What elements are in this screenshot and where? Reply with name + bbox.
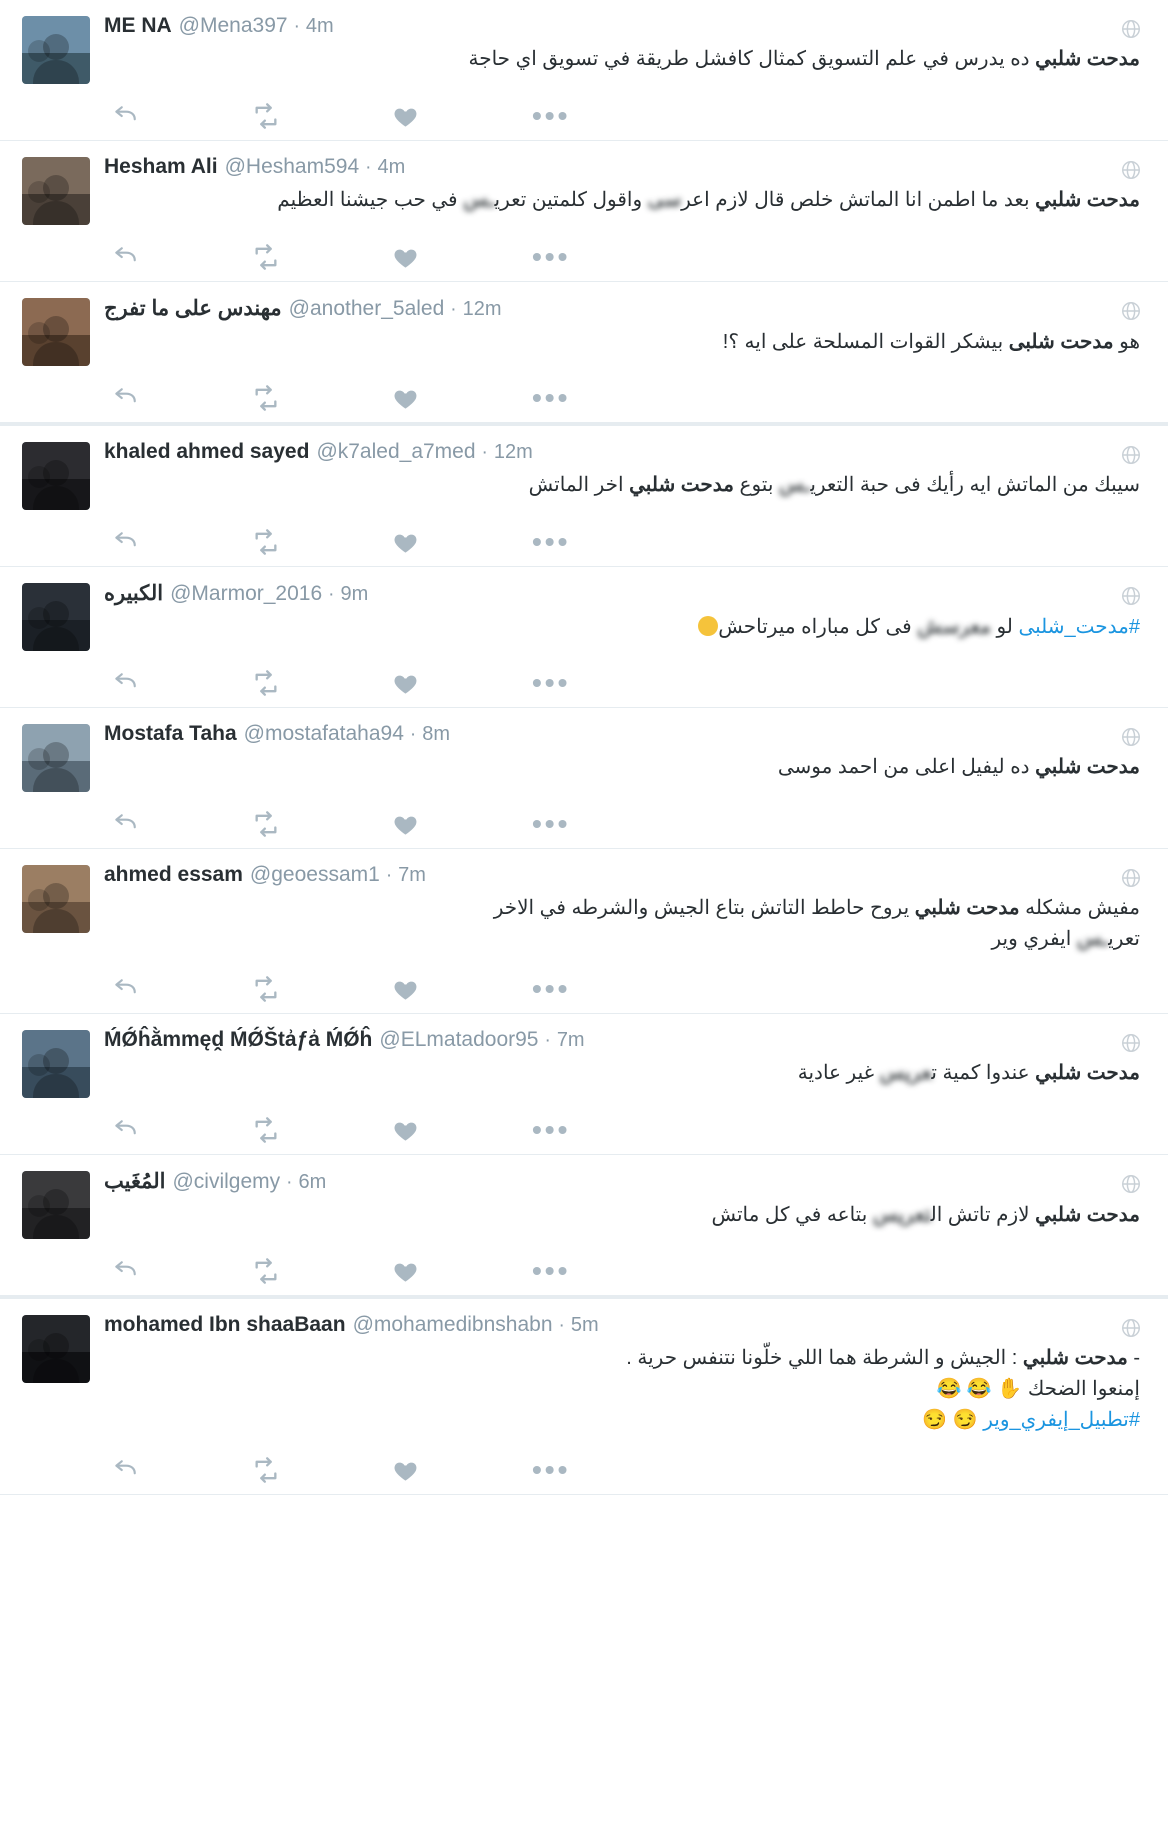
tweet-5[interactable] <box>0 567 1168 657</box>
reply-icon[interactable] <box>112 811 252 837</box>
tweet-handle[interactable]: @Mena397 <box>178 14 288 37</box>
tweet-timestamp[interactable]: 4m <box>377 156 406 178</box>
more-icon[interactable] <box>532 1454 672 1485</box>
globe-icon[interactable] <box>1120 585 1142 607</box>
tweet-separator: · <box>544 1030 551 1051</box>
tweet-actions-row <box>0 1104 1168 1155</box>
tweet-header <box>104 1028 1146 1052</box>
tweet-handle[interactable]: @another_5aled <box>288 297 445 320</box>
tweet-separator: · <box>286 1172 293 1193</box>
avatar-figure-head <box>43 1189 69 1215</box>
tweet-separator: · <box>558 1315 565 1336</box>
tweet-content <box>100 1028 1146 1098</box>
tweet-text: مدحت شلبي ده يدرس في علم التسويق كمثال كافشل طريقة في تسويق اي حاجة <box>468 48 1140 70</box>
tweet-fullname[interactable]: الكبيره <box>104 582 164 605</box>
tweet-separator: · <box>328 584 335 605</box>
tweet-content <box>100 296 1146 366</box>
avatar[interactable] <box>22 724 90 792</box>
avatar[interactable] <box>22 16 90 84</box>
tweet-separator: · <box>293 16 300 37</box>
tweet-timestamp[interactable]: 4m <box>305 15 334 37</box>
tweet-actions-3 <box>112 372 1146 422</box>
tweet-handle[interactable]: @Hesham594 <box>224 155 360 178</box>
more-icon[interactable] <box>532 100 672 131</box>
globe-icon[interactable] <box>1120 1173 1142 1195</box>
tweet-timestamp[interactable]: 7m <box>398 864 426 886</box>
tweet-fullname[interactable]: مهندس على ما تفرج <box>104 297 282 320</box>
retweet-icon[interactable] <box>252 810 392 838</box>
retweet-icon[interactable] <box>252 669 392 697</box>
globe-icon[interactable] <box>1120 867 1142 889</box>
avatar-column <box>22 14 100 84</box>
avatar[interactable] <box>22 298 90 366</box>
tweet-actions-row <box>0 798 1168 849</box>
tweet-actions-row <box>0 372 1168 423</box>
tweet-fullname[interactable]: mohamed Ibn shaaBaan <box>104 1313 346 1336</box>
avatar[interactable] <box>22 442 90 510</box>
reply-icon[interactable] <box>112 976 252 1002</box>
retweet-icon[interactable] <box>252 384 392 412</box>
tweet-actions-10 <box>112 1444 1146 1494</box>
tweet-1[interactable] <box>0 0 1168 90</box>
tweet-handle[interactable]: @geoessam1 <box>249 863 380 886</box>
avatar[interactable] <box>22 1171 90 1239</box>
tweet-fullname[interactable]: ḾǾĥằmmęḓ ḾǾŠtẚƒẚ ḾǾĥ <box>104 1028 373 1051</box>
tweet-actions-4 <box>112 516 1146 566</box>
avatar-figure-head <box>43 742 69 768</box>
tweet-timestamp[interactable]: 9m <box>340 583 369 605</box>
globe-icon[interactable] <box>1120 300 1142 322</box>
tweet-text: سيبك من الماتش ايه رأيك فى حبة التعريـس بتوع مدحت شلبي اخر الماتش <box>528 474 1140 496</box>
avatar-column <box>22 1028 100 1098</box>
retweet-icon[interactable] <box>252 1456 392 1484</box>
tweet-header <box>104 581 1146 606</box>
retweet-icon[interactable] <box>252 102 392 130</box>
tweet-timestamp[interactable]: 6m <box>298 1171 327 1193</box>
tweet-actions-7 <box>112 963 1146 1013</box>
retweet-icon[interactable] <box>252 1257 392 1285</box>
more-dots: ••• <box>532 526 571 557</box>
tweet-actions-5 <box>112 657 1146 707</box>
tweet-header <box>104 1169 1146 1194</box>
retweet-icon[interactable] <box>252 975 392 1003</box>
tweet-actions-2 <box>112 231 1146 281</box>
like-icon[interactable] <box>392 529 532 556</box>
tweet-fullname[interactable]: Mostafa Taha <box>104 722 237 745</box>
tweet-content <box>100 14 1146 84</box>
reply-icon[interactable] <box>112 1117 252 1143</box>
tweet-actions-row <box>0 231 1168 282</box>
globe-icon[interactable] <box>1120 1032 1142 1054</box>
tweet-handle[interactable]: @Marmor_2016 <box>170 582 323 605</box>
tweet-header <box>104 722 1146 746</box>
tweet-handle[interactable]: @civilgemy <box>172 1170 281 1193</box>
tweet-separator: · <box>450 299 457 320</box>
reply-icon[interactable] <box>112 1258 252 1284</box>
tweet-content <box>100 1169 1146 1239</box>
tweet-actions-9 <box>112 1245 1146 1295</box>
like-icon[interactable] <box>392 1258 532 1285</box>
like-icon[interactable] <box>392 244 532 271</box>
globe-icon[interactable] <box>1120 18 1142 40</box>
reply-icon[interactable] <box>112 529 252 555</box>
tweet-timestamp[interactable]: 12m <box>462 298 502 320</box>
tweet-content <box>100 722 1146 792</box>
more-icon[interactable] <box>532 526 672 557</box>
tweet-fullname[interactable]: المُغَيب <box>104 1170 166 1193</box>
more-dots: ••• <box>532 241 571 272</box>
retweet-icon[interactable] <box>252 528 392 556</box>
tweet-text: مدحت شلبي ده ليفيل اعلى من احمد موسى <box>777 756 1140 778</box>
tweet-actions-row <box>0 90 1168 141</box>
tweet-text: - مدحت شلبي : الجيش و الشرطة هما اللي خلّونا نتنفس حرية . إمنعوا الضحك ✋ 😂 😂 #تطبيل_إيفري_وير 😏 😏 <box>626 1347 1140 1431</box>
more-dots: ••• <box>532 667 571 698</box>
avatar[interactable] <box>22 1315 90 1383</box>
avatar-figure-head <box>43 175 69 201</box>
more-dots: ••• <box>532 100 571 131</box>
avatar-column <box>22 581 100 651</box>
tweet-content <box>100 863 1146 957</box>
tweet-text: مدحت شلبي لازم تاتش التعريس بتاعه في كل ماتش <box>711 1204 1140 1226</box>
tweet-actions-8 <box>112 1104 1146 1154</box>
avatar-column <box>22 1313 100 1438</box>
tweet-handle[interactable]: @mostafataha94 <box>243 722 404 745</box>
like-icon[interactable] <box>392 1457 532 1484</box>
like-icon[interactable] <box>392 1117 532 1144</box>
tweet-timestamp[interactable]: 8m <box>422 723 451 745</box>
reply-icon[interactable] <box>112 385 252 411</box>
tweet-header <box>104 440 1146 464</box>
tweet-actions-6 <box>112 798 1146 848</box>
avatar-figure-head <box>43 1048 69 1074</box>
tweet-fullname[interactable]: khaled ahmed sayed <box>104 440 310 463</box>
tweet-3[interactable] <box>0 282 1168 372</box>
tweet-fullname[interactable]: ahmed essam <box>104 863 243 886</box>
tweet-timestamp[interactable]: 5m <box>570 1314 599 1336</box>
tweet-fullname[interactable]: Hesham Ali <box>104 155 218 178</box>
tweet-8[interactable] <box>0 1014 1168 1104</box>
tweet-timestamp[interactable]: 12m <box>493 441 533 463</box>
avatar-figure-head <box>43 34 69 60</box>
globe-icon[interactable] <box>1120 159 1142 181</box>
tweet-header <box>104 1313 1146 1337</box>
avatar-figure-head <box>43 460 69 486</box>
more-icon[interactable] <box>532 808 672 839</box>
tweet-content <box>100 581 1146 651</box>
avatar-figure-head <box>43 316 69 342</box>
reply-icon[interactable] <box>112 1457 252 1483</box>
reply-icon[interactable] <box>112 103 252 129</box>
tweet-header <box>104 14 1146 38</box>
tweet-actions-row <box>0 516 1168 567</box>
more-dots: ••• <box>532 973 571 1004</box>
avatar-column <box>22 296 100 366</box>
tweet-2[interactable] <box>0 141 1168 231</box>
tweet-handle[interactable]: @mohamedibnshabn <box>352 1313 553 1336</box>
tweet-text: هو مدحت شلبى بيشكر القوات المسلحة على ايه ؟! <box>722 331 1140 353</box>
avatar-figure-head <box>43 601 69 627</box>
tweet-text: مفيش مشكله مدحت شلبي يروح حاطط التاتش بتاع الجيش والشرطه في الاخر تعريـس ايفري وير <box>493 897 1140 950</box>
tweet-content <box>100 155 1146 225</box>
tweet-actions-1 <box>112 90 1146 140</box>
more-icon[interactable] <box>532 1255 672 1286</box>
tweet-header <box>104 296 1146 321</box>
tweet-timestamp[interactable]: 7m <box>556 1029 585 1051</box>
like-icon[interactable] <box>392 670 532 697</box>
like-icon[interactable] <box>392 103 532 130</box>
tweet-separator: · <box>409 724 417 745</box>
tweet-actions-row <box>0 1245 1168 1296</box>
like-icon[interactable] <box>392 976 532 1003</box>
tweet-actions-row <box>0 1444 1168 1495</box>
avatar[interactable] <box>22 157 90 225</box>
avatar-column <box>22 155 100 225</box>
more-icon[interactable] <box>532 241 672 272</box>
more-dots: ••• <box>532 1114 571 1145</box>
tweet-content <box>100 440 1146 510</box>
reply-icon[interactable] <box>112 670 252 696</box>
tweet-9[interactable] <box>0 1155 1168 1245</box>
like-icon[interactable] <box>392 385 532 412</box>
tweet-header <box>104 863 1146 887</box>
tweet-handle[interactable]: @ELmatadoor95 <box>379 1028 539 1051</box>
reply-icon[interactable] <box>112 244 252 270</box>
more-dots: ••• <box>532 808 571 839</box>
tweet-text: #مدحت_شلبى لو معرسش فى كل مباراه ميرتاحش <box>104 606 1146 645</box>
globe-icon[interactable] <box>1120 726 1142 748</box>
avatar[interactable] <box>22 1030 90 1098</box>
tweet-header <box>104 155 1146 179</box>
tweet-text: مدحت شلبي بعد ما اطمن انا الماتش خلص قال لازم اعرسى واقول كلمتين تعريـس في حب جيشنا العظيم <box>277 189 1140 211</box>
tweet-separator: · <box>365 157 372 178</box>
retweet-icon[interactable] <box>252 243 392 271</box>
more-dots: ••• <box>532 1454 571 1485</box>
avatar[interactable] <box>22 865 90 933</box>
tweet-content <box>100 1313 1146 1438</box>
retweet-icon[interactable] <box>252 1116 392 1144</box>
more-icon[interactable] <box>532 973 672 1004</box>
avatar-figure-head <box>43 1333 69 1359</box>
tweet-actions-row <box>0 963 1168 1014</box>
avatar-column <box>22 1169 100 1239</box>
more-icon[interactable] <box>532 667 672 698</box>
more-icon[interactable] <box>532 382 672 413</box>
globe-icon[interactable] <box>1120 444 1142 466</box>
more-icon[interactable] <box>532 1114 672 1145</box>
tweet-10[interactable] <box>0 1296 1168 1444</box>
avatar-column <box>22 863 100 957</box>
avatar-column <box>22 440 100 510</box>
globe-icon[interactable] <box>1120 1317 1142 1339</box>
more-dots: ••• <box>532 1255 571 1286</box>
tweet-separator: · <box>385 865 393 886</box>
avatar[interactable] <box>22 583 90 651</box>
tweet-actions-row <box>0 657 1168 708</box>
tweet-text: مدحت شلبي عندوا كمية تعريس غير عادية <box>797 1062 1140 1084</box>
avatar-figure-head <box>43 883 69 909</box>
tweet-4[interactable] <box>0 423 1168 516</box>
like-icon[interactable] <box>392 811 532 838</box>
tweet-7[interactable] <box>0 849 1168 963</box>
tweet-fullname[interactable]: ME NA <box>104 14 172 37</box>
tweet-separator: · <box>481 442 488 463</box>
tweet-handle[interactable]: @k7aled_a7med <box>316 440 476 463</box>
avatar-column <box>22 722 100 792</box>
tweet-6[interactable] <box>0 708 1168 798</box>
more-dots: ••• <box>532 382 571 413</box>
